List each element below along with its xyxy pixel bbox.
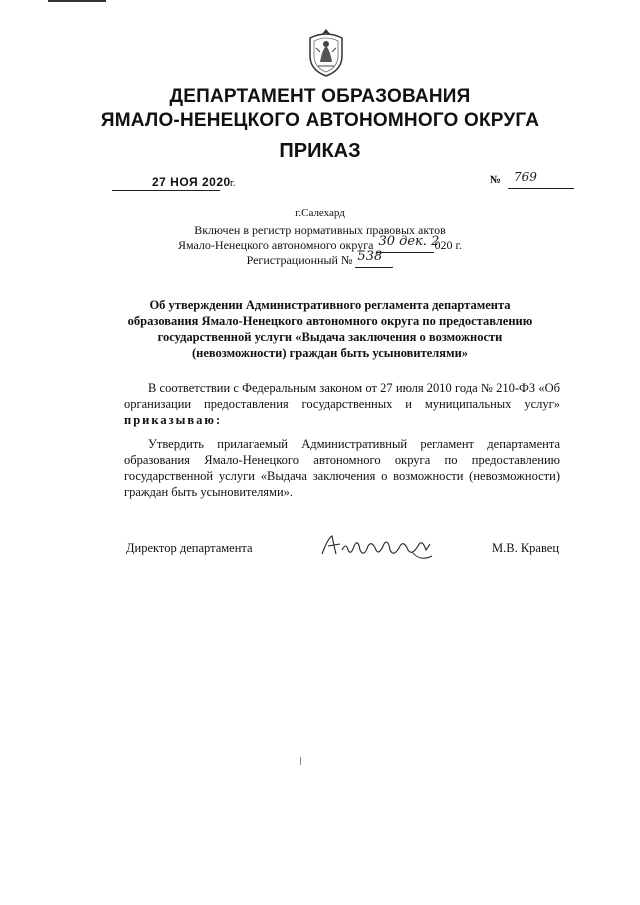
preamble-paragraph — [124, 380, 560, 428]
order-word: приказываю: — [124, 413, 223, 427]
top-edge-mark — [48, 0, 106, 2]
document-type-title: ПРИКАЗ — [279, 140, 361, 162]
order-title-line3: государственной услуги «Выдача заключения о возможности — [157, 330, 503, 344]
signatory-name: М.В. Кравец — [492, 541, 560, 555]
coat-of-arms-emblem — [300, 26, 352, 78]
registry-line2-suffix: 020 г. — [434, 238, 463, 252]
registry-number-handwritten: 538 — [357, 249, 383, 264]
number-handwritten: 769 — [514, 170, 537, 184]
preamble-text: В соответствии с Федеральным законом от 27 июля 2010 года № 210-ФЗ «Об организации предоставления государственных и муниципальных услуг» — [124, 381, 560, 411]
order-title-line4: (невозможности) граждан быть усыновителями» — [191, 346, 469, 360]
registry-line2 — [0, 234, 640, 253]
signatory-position: Директор департамента — [126, 541, 253, 555]
order-title-line1: Об утверждении Административного регламента департамента — [149, 298, 511, 312]
order-title — [120, 297, 540, 361]
date-stamp: 27 НОЯ 2020 — [152, 175, 231, 189]
order-item-paragraph: Утвердить прилагаемый Административный регламент департамента образования Ямало-Ненецкого автономного округа по предоставлению государственной услуги «Выдача заключения о возможности (невозможности) граждан быть усыновителями». — [124, 437, 560, 499]
date-underline — [112, 190, 220, 191]
number-underline — [508, 188, 574, 189]
registry-line3 — [0, 249, 640, 268]
date-year-suffix: г. — [230, 178, 236, 189]
department-name-line1: ДЕПАРТАМЕНТ ОБРАЗОВАНИЯ — [169, 86, 471, 107]
registry-line2-prefix: Ямало-Ненецкого автономного округа — [177, 238, 374, 252]
registry-date-blank — [376, 234, 440, 253]
order-title-line2: образования Ямало-Ненецкого автономного округа по предоставлению — [127, 314, 533, 328]
registry-number-label: Регистрационный № — [246, 253, 353, 267]
city-name: г.Салехард — [295, 207, 345, 219]
registry-line1: Включен в регистр нормативных правовых актов — [194, 223, 446, 237]
registry-number-blank — [355, 249, 393, 268]
order-number — [490, 171, 590, 191]
page-center-mark — [300, 757, 301, 765]
order-date — [112, 175, 242, 193]
department-name-line2: ЯМАЛО-НЕНЕЦКОГО АВТОНОМНОГО ОКРУГА — [100, 110, 540, 131]
number-sign: № — [490, 174, 502, 186]
handwritten-signature — [318, 528, 444, 562]
registry-date-handwritten: 30 дек. 2 — [378, 234, 440, 249]
